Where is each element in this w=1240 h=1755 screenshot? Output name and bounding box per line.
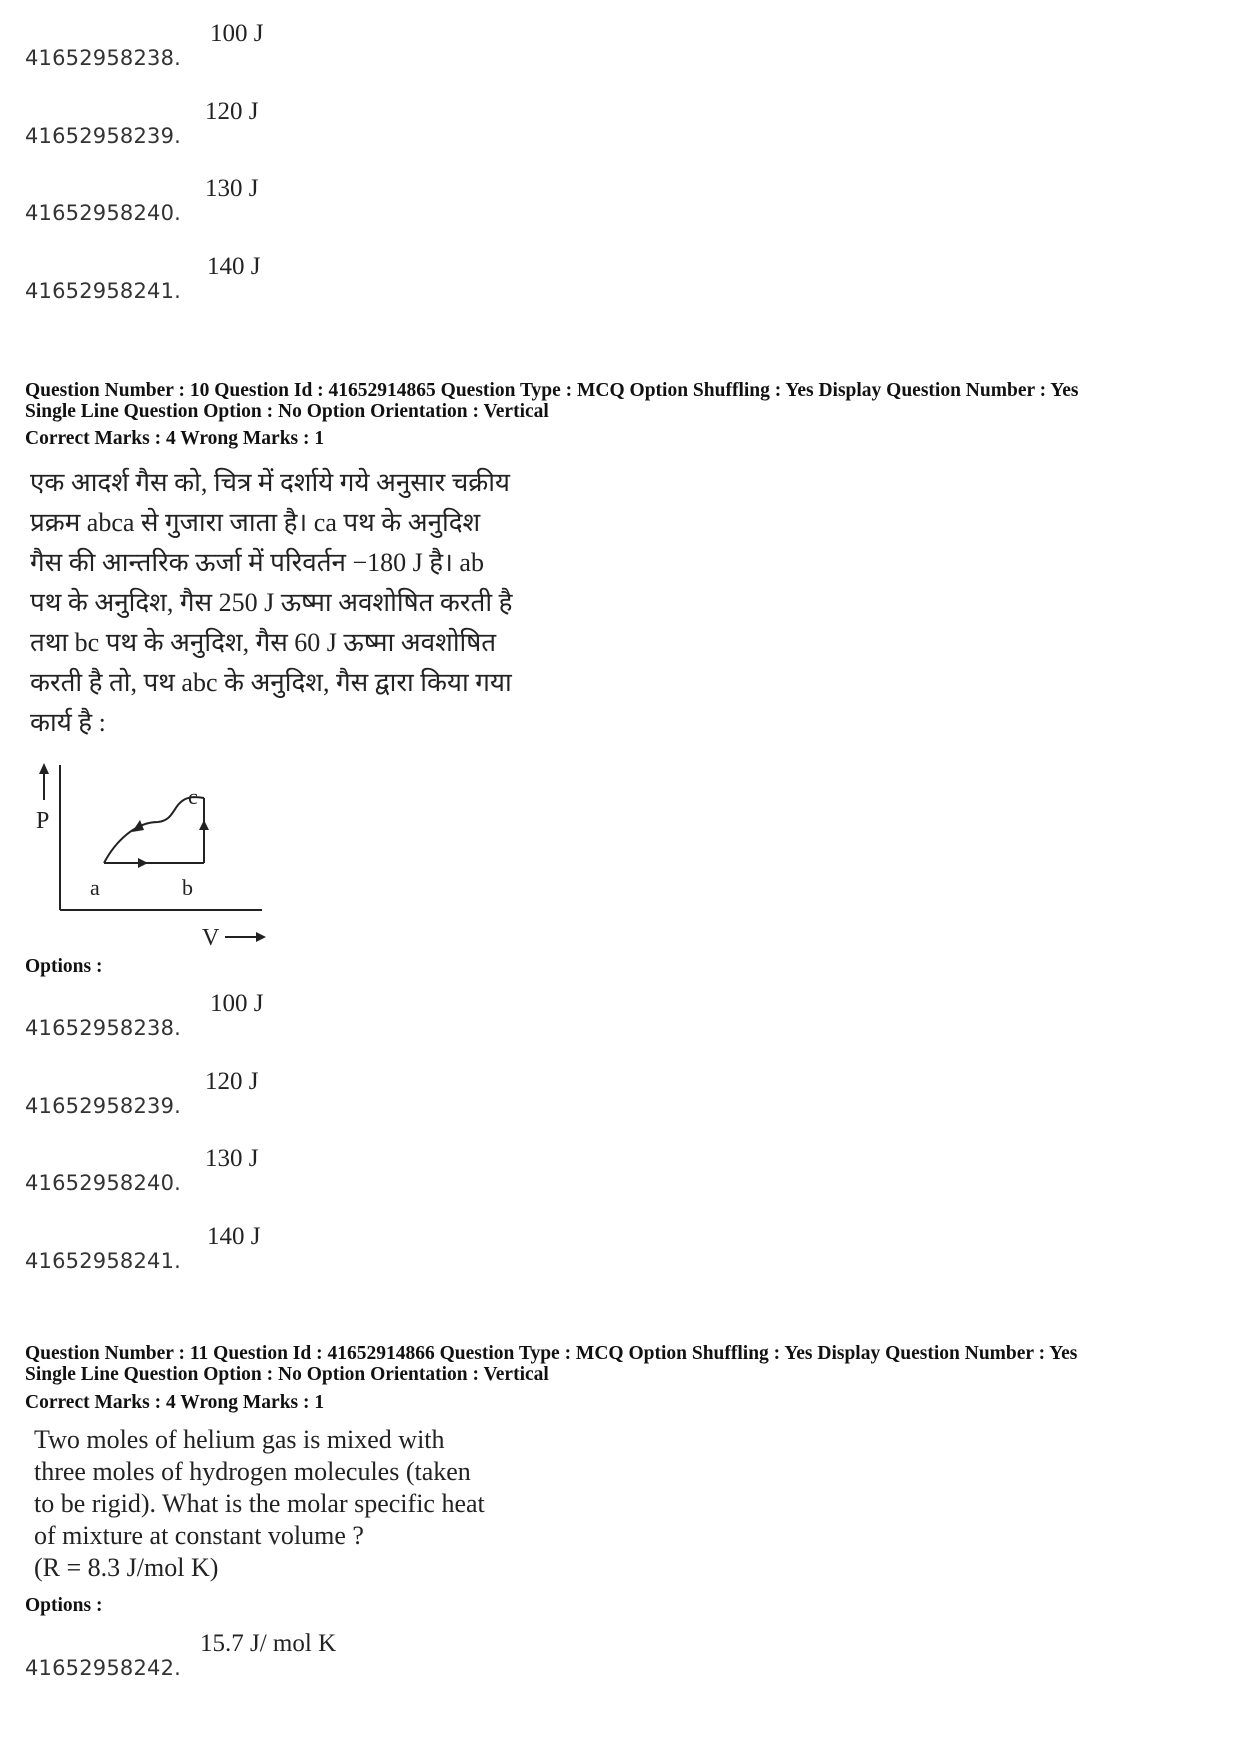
question-marks: Correct Marks : 4 Wrong Marks : 1 — [25, 428, 325, 449]
option-value: 120 J — [205, 1068, 259, 1095]
question-text-line: प्रक्रम abca से गुजारा जाता है। ca पथ के अनुदिश — [30, 508, 481, 537]
question-text-line: कार्य है : — [30, 708, 106, 737]
question-header-line1: Question Number : 10 Question Id : 41652914865 Question Type : MCQ Option Shuffling : Yes Display Question Number : Yes — [25, 380, 1079, 401]
option-value: 130 J — [205, 175, 259, 202]
option-value: 130 J — [205, 1145, 259, 1172]
question-header-line1: Question Number : 11 Question Id : 41652914866 Question Type : MCQ Option Shuffling : Yes Display Question Number : Yes — [25, 1343, 1078, 1364]
option-id: 41652958239. — [25, 1094, 182, 1118]
arrowhead-bc-icon — [199, 820, 209, 830]
option-id: 41652958238. — [25, 46, 182, 70]
option-id: 41652958242. — [25, 1656, 182, 1680]
p-axis-label: P — [36, 808, 50, 834]
option-value: 100 J — [210, 20, 264, 47]
option-id: 41652958240. — [25, 201, 182, 225]
question-text-line: of mixture at constant volume ? — [34, 1521, 364, 1550]
point-c-label: c — [188, 784, 198, 809]
option-id: 41652958239. — [25, 124, 182, 148]
option-id: 41652958241. — [25, 279, 182, 303]
options-label: Options : — [25, 1595, 103, 1616]
question-text — [34, 1424, 485, 1584]
arrowhead-ab-icon — [138, 858, 148, 868]
question-text-line: तथा bc पथ के अनुदिश, गैस 60 J ऊष्मा अवशोषित — [30, 628, 497, 657]
question-text-line: एक आदर्श गैस को, चित्र में दर्शाये गये अनुसार चक्रीय — [30, 468, 511, 497]
question-marks: Correct Marks : 4 Wrong Marks : 1 — [25, 1392, 325, 1413]
pv-diagram — [30, 760, 280, 960]
question-text-line: करती है तो, पथ abc के अनुदिश, गैस द्वारा किया गया — [30, 668, 512, 697]
option-id: 41652958238. — [25, 1016, 182, 1040]
option-value: 140 J — [207, 1223, 261, 1250]
point-a-label: a — [90, 875, 100, 900]
option-id: 41652958241. — [25, 1249, 182, 1273]
option-value: 100 J — [210, 990, 264, 1017]
arrowhead-right-icon — [256, 932, 266, 942]
option-value: 15.7 J/ mol K — [200, 1630, 337, 1657]
question-text-line: पथ के अनुदिश, गैस 250 J ऊष्मा अवशोषित करती है — [30, 588, 513, 617]
arrowhead-up-icon — [39, 763, 49, 774]
question-text-line: to be rigid). What is the molar specific heat — [34, 1489, 485, 1518]
question-header-line2: Single Line Question Option : No Option Orientation : Vertical — [25, 1364, 549, 1385]
point-b-label: b — [182, 875, 193, 900]
question-text-line: गैस की आन्तरिक ऊर्जा में परिवर्तन −180 J है। ab — [30, 548, 484, 577]
arrowhead-ca-icon — [132, 820, 144, 832]
options-label: Options : — [25, 956, 103, 977]
question-header-line2: Single Line Question Option : No Option Orientation : Vertical — [25, 401, 549, 422]
option-value: 140 J — [207, 253, 261, 280]
question-text-line: (R = 8.3 J/mol K) — [34, 1553, 219, 1582]
option-id: 41652958240. — [25, 1171, 182, 1195]
v-axis-label: V — [202, 925, 220, 951]
option-value: 120 J — [205, 98, 259, 125]
question-text-line: three moles of hydrogen molecules (taken — [34, 1457, 471, 1486]
question-text — [30, 463, 512, 743]
question-text-line: Two moles of helium gas is mixed with — [34, 1425, 445, 1454]
